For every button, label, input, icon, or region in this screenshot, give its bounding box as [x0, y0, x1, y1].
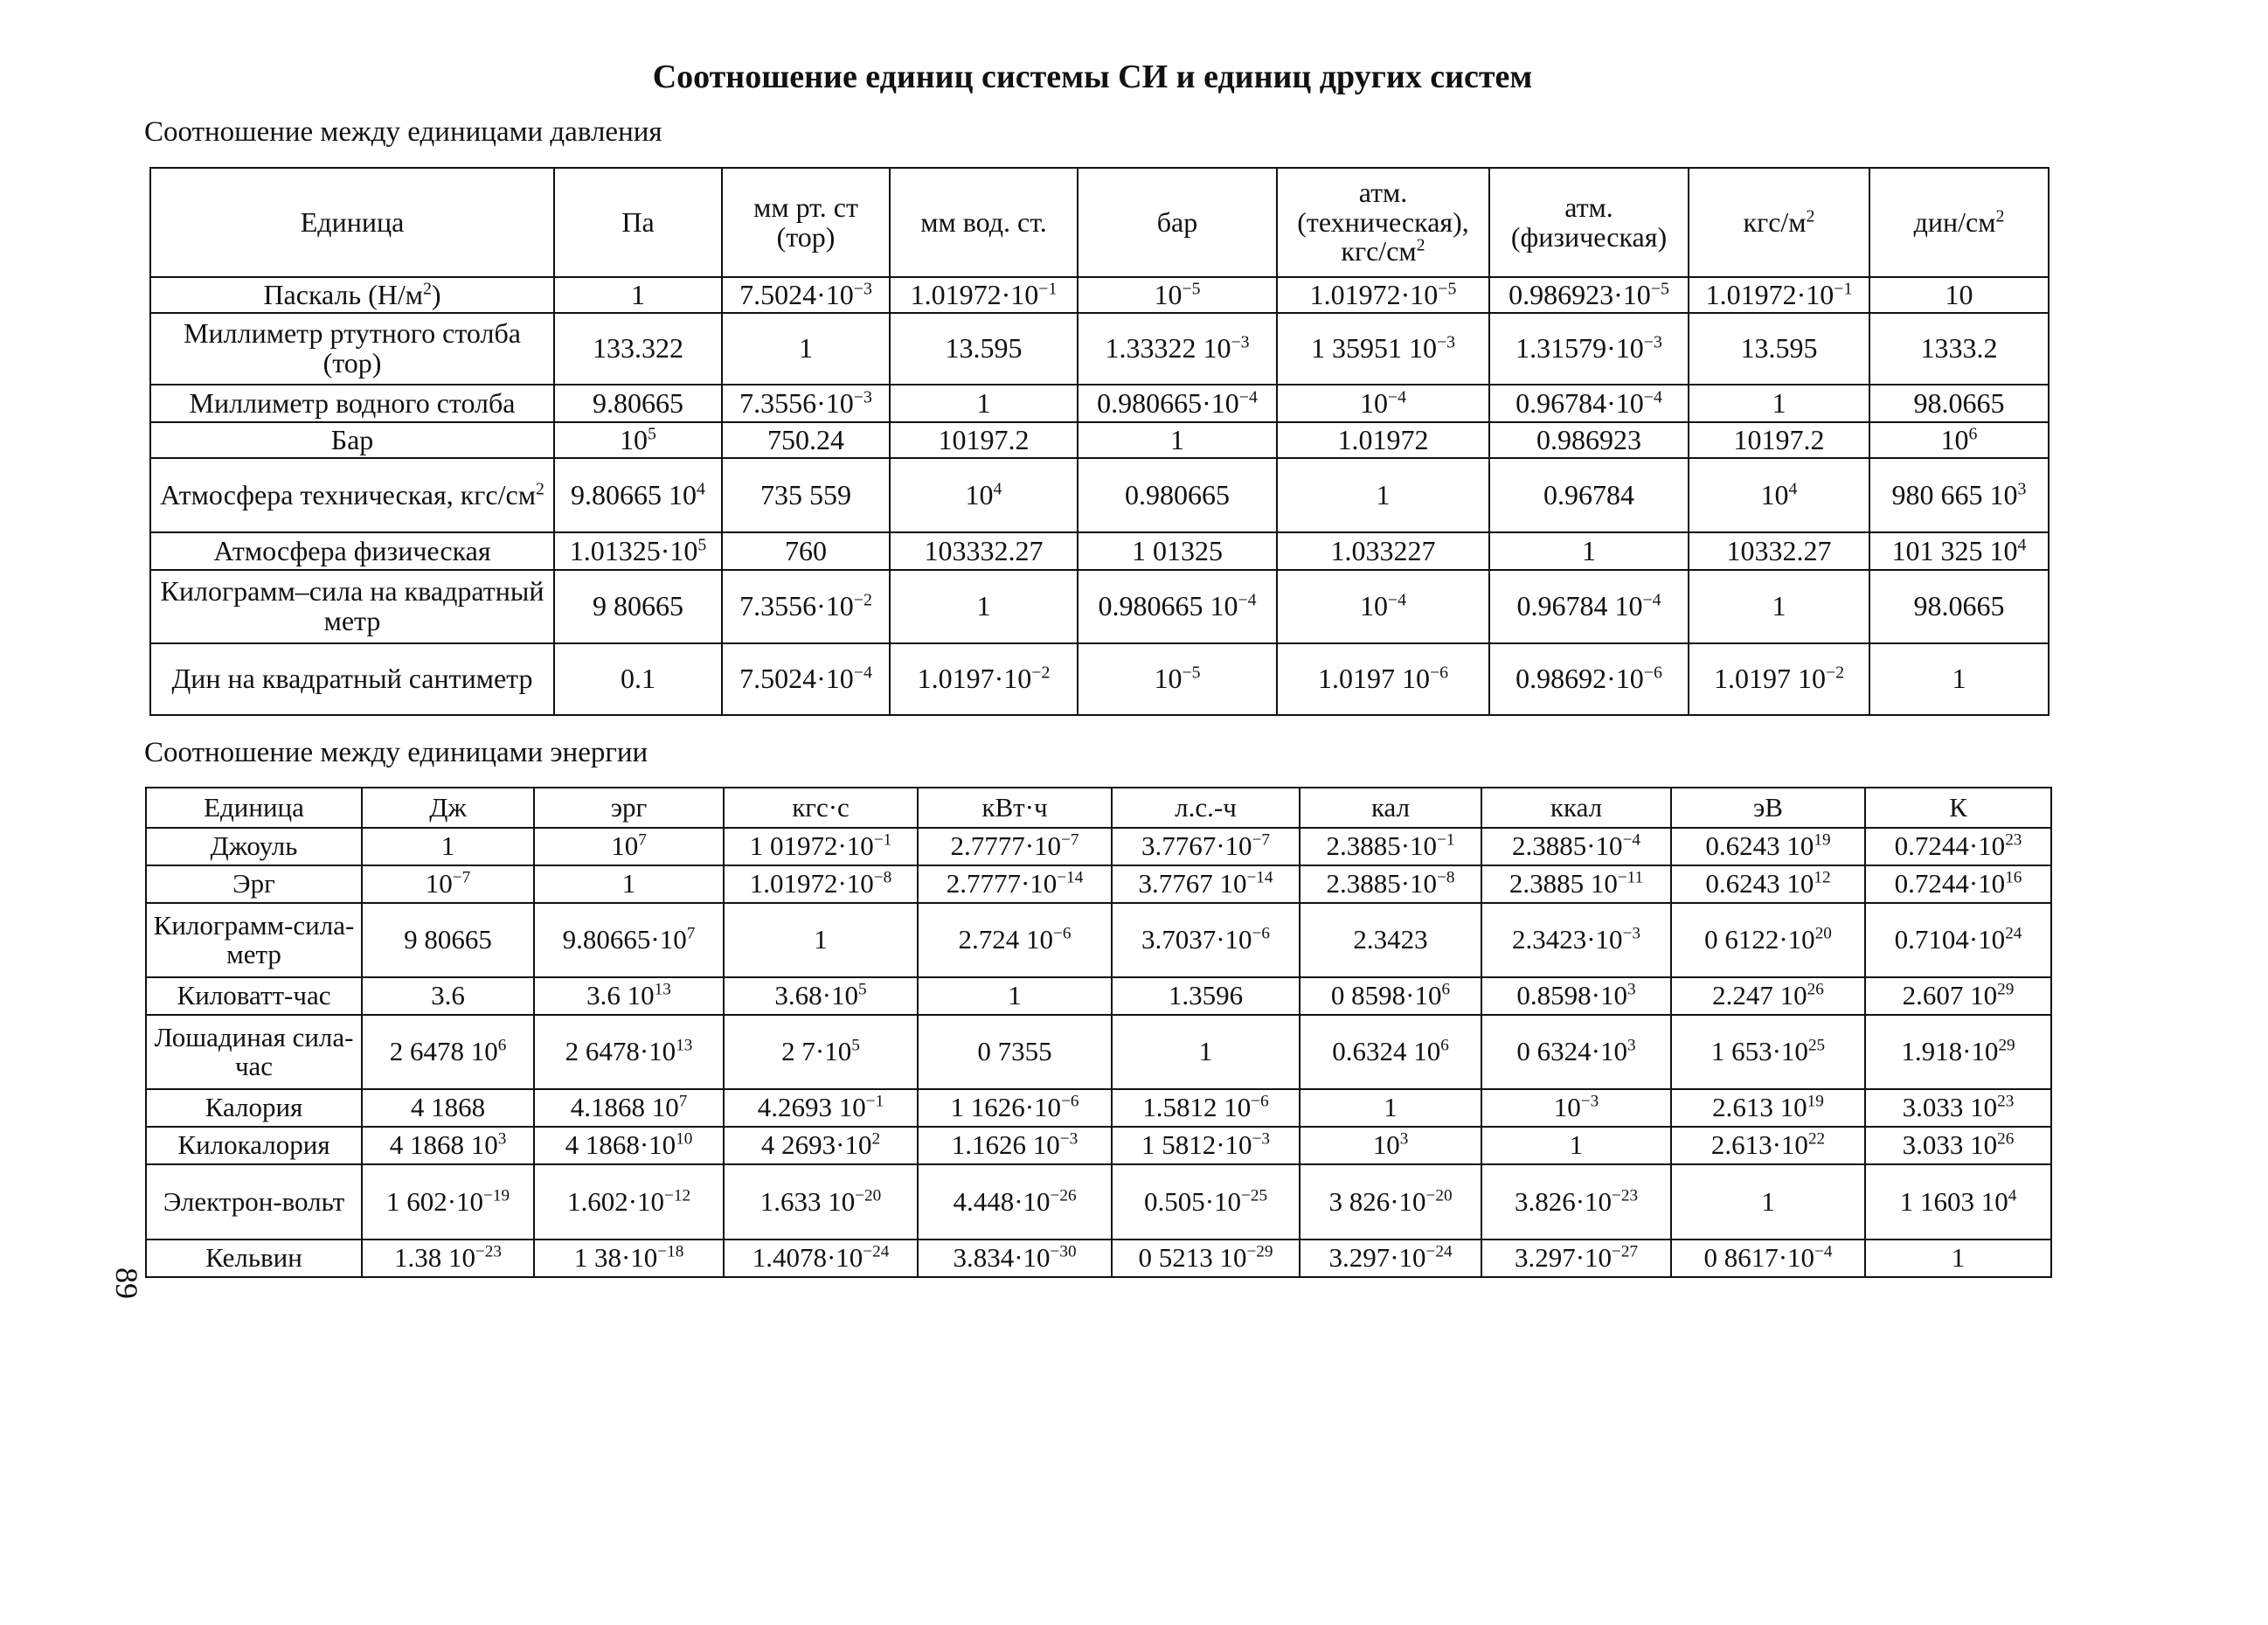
pressure-value-cell: 1	[1689, 385, 1869, 422]
pressure-unit-name: Миллиметр ртутного столба (тор)	[150, 313, 554, 385]
energy-value-cell: $0.7244\cdot 10^{23}$	[1865, 828, 2051, 865]
pressure-header-cell: бар	[1078, 168, 1277, 277]
energy-value-cell: 1 1603 $10^4$	[1865, 1164, 2051, 1240]
energy-value-cell: $3.834\cdot 10^{-30}$	[918, 1240, 1112, 1277]
pressure-header-row	[150, 168, 2049, 277]
energy-value-cell: $0.8598\cdot 10^3$	[1481, 977, 1671, 1015]
energy-value-cell: $3.297\cdot 10^{-24}$	[1300, 1240, 1481, 1277]
energy-value-cell: 2.613 $10^{19}$	[1671, 1089, 1865, 1127]
energy-value-cell: $2.7777\cdot 10^{-7}$	[918, 828, 1112, 865]
energy-value-cell: 2 $7\cdot 10^5$	[724, 1015, 918, 1089]
energy-value-cell: 3.6	[362, 977, 534, 1015]
pressure-value-cell: 1	[1489, 532, 1689, 570]
energy-value-cell: 4 1868	[362, 1089, 534, 1127]
energy-unit-name: Калория	[146, 1089, 362, 1127]
pressure-value-cell: 9 80665	[554, 570, 722, 643]
pressure-value-cell: 13.595	[890, 313, 1078, 385]
energy-value-cell: 2.3423	[1300, 903, 1481, 977]
pressure-value-cell: 1	[1869, 643, 2049, 715]
pressure-row	[150, 422, 2049, 458]
energy-value-cell: 2 6478 $10^6$	[362, 1015, 534, 1089]
pressure-value-cell: $10^{-5}$	[1078, 277, 1277, 313]
pressure-value-cell: 1 35951 $10^{-3}$	[1277, 313, 1489, 385]
pressure-value-cell: 0.96784	[1489, 458, 1689, 532]
energy-value-cell: 1	[1865, 1240, 2051, 1277]
energy-value-cell: $3.7767\cdot 10^{-7}$	[1112, 828, 1300, 865]
pressure-value-cell: 9.80665	[554, 385, 722, 422]
energy-value-cell: 4 $1868\cdot 10^{10}$	[534, 1127, 724, 1164]
energy-value-cell: 1.1626 $10^{-3}$	[918, 1127, 1112, 1164]
energy-unit-name: Кельвин	[146, 1240, 362, 1277]
energy-value-cell: $4.448\cdot 10^{-26}$	[918, 1164, 1112, 1240]
energy-table	[145, 787, 2052, 1278]
pressure-value-cell: $1.01325\cdot 10^5$	[554, 532, 722, 570]
energy-value-cell: 2 $6478\cdot 10^{13}$	[534, 1015, 724, 1089]
pressure-value-cell: 1.33322 $10^{-3}$	[1078, 313, 1277, 385]
pressure-unit-name: Миллиметр водного столба	[150, 385, 554, 422]
pressure-value-cell: $10^{-4}$	[1277, 385, 1489, 422]
energy-value-cell: 2.247 $10^{26}$	[1671, 977, 1865, 1015]
energy-value-cell: 1 $653\cdot 10^{25}$	[1671, 1015, 1865, 1089]
energy-value-cell: 4.2693 $10^{-1}$	[724, 1089, 918, 1127]
pressure-value-cell: 1333.2	[1869, 313, 2049, 385]
energy-value-cell: $2.613\cdot 10^{22}$	[1671, 1127, 1865, 1164]
energy-value-cell: 1	[534, 865, 724, 903]
pressure-value-cell: $10^6$	[1869, 422, 2049, 458]
pressure-row	[150, 277, 2049, 313]
energy-unit-name: Джоуль	[146, 828, 362, 865]
pressure-value-cell: 1.033227	[1277, 532, 1489, 570]
energy-value-cell: 0 $6324\cdot 10^3$	[1481, 1015, 1671, 1089]
pressure-header-cell: Единица	[150, 168, 554, 277]
energy-value-cell: $1.602\cdot 10^{-12}$	[534, 1164, 724, 1240]
energy-unit-name: Электрон-вольт	[146, 1164, 362, 1240]
energy-value-cell: 1.5812 $10^{-6}$	[1112, 1089, 1300, 1127]
pressure-value-cell: 10	[1869, 277, 2049, 313]
pressure-row	[150, 643, 2049, 715]
energy-row	[146, 1127, 2051, 1164]
energy-header-cell: К	[1865, 788, 2051, 828]
pressure-unit-name: Бар	[150, 422, 554, 458]
pressure-value-cell: 735 559	[722, 458, 890, 532]
pressure-value-cell: $0.96784\cdot 10^{-4}$	[1489, 385, 1689, 422]
pressure-value-cell: 13.595	[1689, 313, 1869, 385]
pressure-header-cell: мм рт. ст (тор)	[722, 168, 890, 277]
pressure-header-cell: кгс/$м^2$	[1689, 168, 1869, 277]
pressure-value-cell: $1.31579\cdot 10^{-3}$	[1489, 313, 1689, 385]
pressure-value-cell: 750.24	[722, 422, 890, 458]
energy-value-cell: 0.6243 $10^{19}$	[1671, 828, 1865, 865]
pressure-value-cell: 10197.2	[1689, 422, 1869, 458]
energy-value-cell: 1	[1300, 1089, 1481, 1127]
pressure-header-cell: мм вод. ст.	[890, 168, 1078, 277]
energy-value-cell: 2.607 $10^{29}$	[1865, 977, 2051, 1015]
energy-header-cell: эрг	[534, 788, 724, 828]
pressure-row	[150, 532, 2049, 570]
energy-header-cell: л.с.-ч	[1112, 788, 1300, 828]
pressure-value-cell: 1	[1078, 422, 1277, 458]
energy-value-cell: $3.297\cdot 10^{-27}$	[1481, 1240, 1671, 1277]
energy-value-cell: 1	[1112, 1015, 1300, 1089]
energy-value-cell: 2.3885 $10^{-11}$	[1481, 865, 1671, 903]
pressure-value-cell: 10332.27	[1689, 532, 1869, 570]
energy-value-cell: $10^{-3}$	[1481, 1089, 1671, 1127]
page-number: 89	[109, 1267, 144, 1299]
pressure-value-cell: 0.986923	[1489, 422, 1689, 458]
energy-value-cell: 1	[724, 903, 918, 977]
energy-unit-name: Эрг	[146, 865, 362, 903]
pressure-value-cell: 1	[890, 385, 1078, 422]
energy-row	[146, 865, 2051, 903]
energy-row	[146, 1089, 2051, 1127]
energy-value-cell: $3.68\cdot 10^5$	[724, 977, 918, 1015]
energy-value-cell: 1 $602\cdot 10^{-19}$	[362, 1164, 534, 1240]
pressure-value-cell: $10^{-5}$	[1078, 643, 1277, 715]
energy-header-cell: кал	[1300, 788, 1481, 828]
energy-value-cell: 3.033 $10^{26}$	[1865, 1127, 2051, 1164]
pressure-value-cell: 103332.27	[890, 532, 1078, 570]
energy-value-cell: 2.724 $10^{-6}$	[918, 903, 1112, 977]
pressure-value-cell: $1.01972\cdot 10^{-1}$	[890, 277, 1078, 313]
energy-header-cell: Дж	[362, 788, 534, 828]
pressure-row	[150, 570, 2049, 643]
pressure-value-cell: $7.3556\cdot 10^{-2}$	[722, 570, 890, 643]
energy-row	[146, 1240, 2051, 1277]
pressure-value-cell: 133.322	[554, 313, 722, 385]
pressure-value-cell: 1.0197 $10^{-2}$	[1689, 643, 1869, 715]
energy-value-cell: 3.7767 $10^{-14}$	[1112, 865, 1300, 903]
energy-header-cell: эВ	[1671, 788, 1865, 828]
energy-value-cell: 9 80665	[362, 903, 534, 977]
energy-value-cell: $10^{-7}$	[362, 865, 534, 903]
pressure-unit-name: Килограмм–сила на квадратный метр	[150, 570, 554, 643]
energy-value-cell: 0 $8617\cdot 10^{-4}$	[1671, 1240, 1865, 1277]
pressure-table	[149, 167, 2050, 716]
energy-value-cell: 4.1868 $10^7$	[534, 1089, 724, 1127]
energy-header-cell: кгс·с	[724, 788, 918, 828]
energy-header-cell: кВт·ч	[918, 788, 1112, 828]
energy-value-cell: 4 $2693\cdot 10^2$	[724, 1127, 918, 1164]
pressure-value-cell: 1	[1277, 458, 1489, 532]
pressure-caption: Соотношение между единицами давления	[144, 116, 662, 148]
energy-header-cell: Единица	[146, 788, 362, 828]
energy-value-cell: $10^7$	[534, 828, 724, 865]
pressure-value-cell: 1	[554, 277, 722, 313]
energy-value-cell: 4 1868 $10^3$	[362, 1127, 534, 1164]
energy-value-cell: $2.3423\cdot 10^{-3}$	[1481, 903, 1671, 977]
energy-value-cell: $3.826\cdot 10^{-23}$	[1481, 1164, 1671, 1240]
energy-value-cell: 1.3596	[1112, 977, 1300, 1015]
energy-value-cell: 0 7355	[918, 1015, 1112, 1089]
energy-value-cell: $10^3$	[1300, 1127, 1481, 1164]
pressure-value-cell: 0.96784 $10^{-4}$	[1489, 570, 1689, 643]
pressure-value-cell: $7.5024\cdot 10^{-4}$	[722, 643, 890, 715]
energy-row	[146, 1164, 2051, 1240]
energy-row	[146, 828, 2051, 865]
pressure-value-cell: $7.5024\cdot 10^{-3}$	[722, 277, 890, 313]
energy-value-cell: $0.505\cdot 10^{-25}$	[1112, 1164, 1300, 1240]
pressure-unit-name: Атмосфера техническая, кгс/$см^2$	[150, 458, 554, 532]
pressure-value-cell: 0.1	[554, 643, 722, 715]
pressure-header-cell: дин/$см^2$	[1869, 168, 2049, 277]
pressure-value-cell: 98.0665	[1869, 570, 2049, 643]
pressure-value-cell: $0.986923\cdot 10^{-5}$	[1489, 277, 1689, 313]
energy-value-cell: 0.6243 $10^{12}$	[1671, 865, 1865, 903]
pressure-value-cell: 1.01972	[1277, 422, 1489, 458]
energy-value-cell: $2.3885\cdot 10^{-1}$	[1300, 828, 1481, 865]
energy-value-cell: 0 $6122\cdot 10^{20}$	[1671, 903, 1865, 977]
energy-unit-name: Киловатт-час	[146, 977, 362, 1015]
pressure-value-cell: 0.980665	[1078, 458, 1277, 532]
pressure-unit-name: Атмосфера физическая	[150, 532, 554, 570]
energy-value-cell: 1.38 $10^{-23}$	[362, 1240, 534, 1277]
pressure-value-cell: $10^{-4}$	[1277, 570, 1489, 643]
energy-header-row	[146, 788, 2051, 828]
pressure-value-cell: 1	[890, 570, 1078, 643]
pressure-unit-name: Дин на квадратный сантиметр	[150, 643, 554, 715]
energy-value-cell: 1.633 $10^{-20}$	[724, 1164, 918, 1240]
energy-value-cell: $2.3885\cdot 10^{-4}$	[1481, 828, 1671, 865]
energy-value-cell: 0.6324 $10^6$	[1300, 1015, 1481, 1089]
energy-value-cell: 1	[1671, 1164, 1865, 1240]
energy-value-cell: 1	[1481, 1127, 1671, 1164]
pressure-value-cell: 1 01325	[1078, 532, 1277, 570]
energy-unit-name: Лошадиная сила-час	[146, 1015, 362, 1089]
energy-value-cell: 1 $5812\cdot 10^{-3}$	[1112, 1127, 1300, 1164]
pressure-value-cell: 1	[1689, 570, 1869, 643]
energy-value-cell: $0.7104\cdot 10^{24}$	[1865, 903, 2051, 977]
pressure-value-cell: 10197.2	[890, 422, 1078, 458]
pressure-value-cell: $0.98692\cdot 10^{-6}$	[1489, 643, 1689, 715]
energy-value-cell: 3 $826\cdot 10^{-20}$	[1300, 1164, 1481, 1240]
pressure-value-cell: 1	[722, 313, 890, 385]
energy-row	[146, 903, 2051, 977]
energy-value-cell: 1 $38\cdot 10^{-18}$	[534, 1240, 724, 1277]
energy-value-cell: $3.7037\cdot 10^{-6}$	[1112, 903, 1300, 977]
pressure-value-cell: $10^4$	[890, 458, 1078, 532]
pressure-value-cell: $1.01972\cdot 10^{-5}$	[1277, 277, 1489, 313]
energy-value-cell: $0.7244\cdot 10^{16}$	[1865, 865, 2051, 903]
pressure-row	[150, 385, 2049, 422]
page-title: Соотношение единиц системы СИ и единиц других систем	[652, 59, 1533, 95]
pressure-value-cell: $1.01972\cdot 10^{-1}$	[1689, 277, 1869, 313]
pressure-value-cell: 760	[722, 532, 890, 570]
pressure-value-cell: 980 665 $10^3$	[1869, 458, 2049, 532]
energy-caption: Соотношение между единицами энергии	[144, 737, 648, 768]
pressure-value-cell: 9.80665 $10^4$	[554, 458, 722, 532]
pressure-row	[150, 458, 2049, 532]
energy-unit-name: Килограмм-сила-метр	[146, 903, 362, 977]
pressure-unit-name: Паскаль $(Н/м^2)$	[150, 277, 554, 313]
energy-value-cell: 1 $01972\cdot 10^{-1}$	[724, 828, 918, 865]
pressure-value-cell: 98.0665	[1869, 385, 2049, 422]
pressure-value-cell: 0.980665 $10^{-4}$	[1078, 570, 1277, 643]
pressure-value-cell: $1.0197\cdot 10^{-2}$	[890, 643, 1078, 715]
pressure-value-cell: 101 325 $10^4$	[1869, 532, 2049, 570]
energy-header-cell: ккал	[1481, 788, 1671, 828]
energy-row	[146, 977, 2051, 1015]
energy-value-cell: $2.3885\cdot 10^{-8}$	[1300, 865, 1481, 903]
pressure-header-cell: атм. (физическая)	[1489, 168, 1689, 277]
pressure-value-cell: $10^5$	[554, 422, 722, 458]
energy-value-cell: $1.4078\cdot 10^{-24}$	[724, 1240, 918, 1277]
energy-value-cell: $2.7777\cdot 10^{-14}$	[918, 865, 1112, 903]
energy-value-cell: $1.01972\cdot 10^{-8}$	[724, 865, 918, 903]
energy-value-cell: 1 $1626\cdot 10^{-6}$	[918, 1089, 1112, 1127]
energy-value-cell: 0 5213 $10^{-29}$	[1112, 1240, 1300, 1277]
pressure-row	[150, 313, 2049, 385]
energy-value-cell: 3.033 $10^{23}$	[1865, 1089, 2051, 1127]
pressure-header-cell: атм. (техническая), кгс/$см^2$	[1277, 168, 1489, 277]
energy-value-cell: 0 $8598\cdot 10^6$	[1300, 977, 1481, 1015]
energy-value-cell: $9.80665\cdot 10^7$	[534, 903, 724, 977]
pressure-value-cell: $10^4$	[1689, 458, 1869, 532]
energy-value-cell: 3.6 $10^{13}$	[534, 977, 724, 1015]
pressure-value-cell: $0.980665\cdot 10^{-4}$	[1078, 385, 1277, 422]
energy-value-cell: 1	[918, 977, 1112, 1015]
energy-value-cell: 1	[362, 828, 534, 865]
pressure-value-cell: 1.0197 $10^{-6}$	[1277, 643, 1489, 715]
energy-row	[146, 1015, 2051, 1089]
energy-value-cell: $1.918\cdot 10^{29}$	[1865, 1015, 2051, 1089]
energy-unit-name: Килокалория	[146, 1127, 362, 1164]
pressure-header-cell: Па	[554, 168, 722, 277]
pressure-value-cell: $7.3556\cdot 10^{-3}$	[722, 385, 890, 422]
